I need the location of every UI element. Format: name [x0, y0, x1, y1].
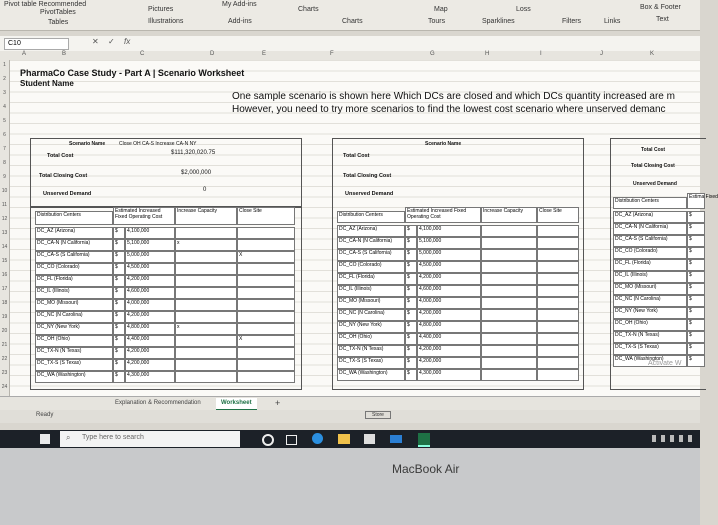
dc-row-name: DC_NY (New York) [35, 323, 113, 335]
dc-row-cost[interactable]: 4,300,000 [125, 371, 175, 383]
row-header-18[interactable]: 18 [1, 300, 8, 306]
dc-row-currency: $ [405, 273, 417, 285]
excel-icon[interactable] [418, 433, 430, 447]
scenario-name-label: Scenario Name [69, 141, 106, 147]
dc-row-name: DC_CA-S (S California) [613, 235, 687, 247]
tab-worksheet[interactable]: Worksheet [216, 398, 257, 411]
dc-row-increase[interactable] [481, 357, 537, 369]
dc-row-name: DC_OH (Ohio) [35, 335, 113, 347]
dc-row-currency: $ [687, 283, 705, 295]
dc-row-name: DC_CA-S (S California) [337, 249, 405, 261]
unserved-demand-label-2: Unserved Demand [345, 191, 394, 197]
dc-row-currency: $ [687, 355, 705, 367]
dc-row-increase[interactable] [481, 261, 537, 273]
dc-row-name: DC_CA-N (N California) [337, 237, 405, 249]
dc-row-close[interactable]: X [237, 251, 295, 263]
dc-row-close[interactable] [237, 371, 295, 383]
dc-row-currency: $ [113, 371, 125, 383]
dc-row-name: DC_FL (Florida) [613, 259, 687, 271]
ribbon-addins-group: Add-ins [228, 18, 252, 25]
scenario-name-label-2: Scenario Name [425, 141, 462, 147]
dc-row-name: DC_MO (Missouri) [35, 299, 113, 311]
dc-row-name: DC_TX-S (S Texas) [35, 359, 113, 371]
row-header-12[interactable]: 12 [1, 216, 8, 222]
dc-row-currency: $ [687, 235, 705, 247]
unserved-demand-label-3: Unserved Demand [633, 181, 677, 187]
dc-row-currency: $ [687, 247, 705, 259]
dc-row-currency: $ [113, 323, 125, 335]
dc-row-cost[interactable]: 4,100,000 [417, 225, 481, 237]
ribbon-sparklines-group: Sparklines [482, 18, 515, 25]
est-cost-header-middle: Estimated Increased Fixed Operating Cost [405, 207, 481, 223]
dc-row-close[interactable] [537, 309, 579, 321]
dc-row-name: DC_CA-N (N California) [613, 223, 687, 235]
dc-row-currency: $ [687, 211, 705, 223]
dc-row-currency: $ [405, 261, 417, 273]
dc-row-name: DC_NY (New York) [337, 321, 405, 333]
row-header-22[interactable]: 22 [1, 356, 8, 362]
dc-header-middle: Distribution Centers [337, 211, 405, 223]
ribbon-pictures[interactable]: Pictures [148, 6, 174, 13]
dc-row-increase[interactable] [481, 249, 537, 261]
dc-row-currency: $ [687, 259, 705, 271]
row-header-4[interactable]: 4 [3, 104, 6, 110]
row-header-1[interactable]: 1 [3, 62, 6, 68]
dc-row-name: DC_IL (Illinois) [613, 271, 687, 283]
dc-row-increase[interactable] [481, 333, 537, 345]
dc-row-close[interactable] [537, 285, 579, 297]
windows-taskbar [0, 430, 700, 448]
ribbon-box-footer[interactable]: Box & Footer [640, 4, 681, 11]
column-header-i[interactable]: I [540, 51, 542, 57]
dc-row-name: DC_IL (Illinois) [35, 287, 113, 299]
tab-explanation[interactable]: Explanation & Recommendation [115, 400, 201, 406]
ribbon-tours-group: Tours [428, 18, 446, 25]
activate-windows-watermark: Activate W [648, 360, 682, 367]
dc-row-cost[interactable]: 4,600,000 [125, 287, 175, 299]
unserved-demand-label: Unserved Demand [43, 191, 92, 197]
dc-row-close[interactable]: X [237, 335, 295, 347]
row-header-23[interactable]: 23 [1, 370, 8, 376]
dc-row-close[interactable] [237, 287, 295, 299]
search-icon: ⌕ [66, 433, 71, 442]
dc-row-close[interactable] [537, 249, 579, 261]
row-header-5[interactable]: 5 [3, 118, 6, 124]
total-cost-value: $111,320,020.75 [171, 150, 216, 156]
laptop-bezel [0, 448, 700, 525]
dc-row-increase[interactable] [175, 287, 237, 299]
dc-row-increase[interactable] [175, 227, 237, 239]
dc-row-increase[interactable] [175, 299, 237, 311]
total-cost-label-2: Total Cost [343, 153, 370, 159]
dc-row-name: DC_MO (Missouri) [337, 297, 405, 309]
dc-row-name: DC_CO (Colorado) [613, 247, 687, 259]
dc-row-cost[interactable]: 5,100,000 [125, 239, 175, 251]
dc-row-increase[interactable] [481, 321, 537, 333]
dc-row-currency: $ [687, 343, 705, 355]
dc-row-currency: $ [687, 307, 705, 319]
dc-row-cost[interactable]: 4,300,000 [417, 369, 481, 381]
dc-row-increase[interactable] [481, 285, 537, 297]
ribbon [0, 0, 700, 31]
column-header-g[interactable]: G [430, 51, 435, 57]
dc-row-increase[interactable] [481, 369, 537, 381]
taskbar-search-placeholder: Type here to search [82, 434, 144, 441]
dc-header-right: Distribution Centers [613, 197, 687, 209]
dc-row-name: DC_AZ (Arizona) [35, 227, 113, 239]
ribbon-recommended[interactable]: Pivot table Recommended [4, 1, 87, 8]
store-badge[interactable]: Store [365, 411, 391, 419]
name-box[interactable]: C10 [4, 38, 69, 50]
dc-row-currency: $ [687, 319, 705, 331]
dc-row-close[interactable] [537, 321, 579, 333]
spreadsheet-grid[interactable] [10, 60, 718, 396]
row-header-17[interactable]: 17 [1, 286, 8, 292]
dc-row-close[interactable] [237, 359, 295, 371]
dc-row-cost[interactable]: 4,800,000 [417, 321, 481, 333]
dc-row-cost[interactable]: 4,600,000 [417, 285, 481, 297]
dc-row-close[interactable] [237, 299, 295, 311]
dc-row-close[interactable] [237, 263, 295, 275]
column-header-d[interactable]: D [210, 51, 215, 57]
taskbar-search-box[interactable] [60, 431, 240, 447]
row-header-2[interactable]: 2 [3, 76, 6, 82]
ribbon-illustrations-group: Illustrations [148, 18, 184, 25]
dc-row-name: DC_IL (Illinois) [337, 285, 405, 297]
sheet-title: PharmaCo Case Study - Part A | Scenario Worksheet [20, 68, 245, 78]
est-cost-header-left: Estimated Increased Fixed Operating Cost [113, 207, 175, 225]
total-closing-cost-label: Total Closing Cost [39, 173, 88, 179]
total-closing-cost-label-3: Total Closing Cost [631, 163, 675, 169]
column-header-f[interactable]: F [330, 51, 334, 57]
dc-row-close[interactable] [237, 347, 295, 359]
row-header-15[interactable]: 15 [1, 258, 8, 264]
file-explorer-icon[interactable] [338, 434, 350, 444]
dc-row-increase[interactable] [175, 275, 237, 287]
dc-row-name: DC_NC (N Carolina) [35, 311, 113, 323]
dc-row-cost[interactable]: 4,400,000 [417, 333, 481, 345]
dc-row-close[interactable] [237, 323, 295, 335]
sheet-tabs-bar [0, 396, 700, 411]
dc-row-cost[interactable]: 4,200,000 [417, 345, 481, 357]
dc-row-close[interactable] [537, 345, 579, 357]
dc-row-currency: $ [405, 321, 417, 333]
dc-row-increase[interactable] [175, 263, 237, 275]
dc-row-name: DC_MO (Missouri) [613, 283, 687, 295]
dc-row-cost[interactable]: 4,200,000 [125, 311, 175, 323]
dc-row-increase[interactable] [481, 225, 537, 237]
dc-row-currency: $ [113, 299, 125, 311]
increase-capacity-header-left: Increase Capacity [175, 207, 237, 225]
dc-row-cost[interactable]: 5,000,000 [125, 251, 175, 263]
dc-row-name: DC_AZ (Arizona) [613, 211, 687, 223]
dc-row-name: DC_TX-N (N Texas) [613, 331, 687, 343]
total-closing-cost-label-2: Total Closing Cost [343, 173, 392, 179]
dc-row-name: DC_CO (Colorado) [35, 263, 113, 275]
dc-row-currency: $ [113, 227, 125, 239]
scenario-summary-left [30, 138, 302, 208]
ribbon-map[interactable]: Map [434, 6, 448, 13]
ribbon-my-addins[interactable]: My Add-ins [222, 1, 257, 8]
column-header-h[interactable]: H [485, 51, 490, 57]
dc-row-currency: $ [113, 359, 125, 371]
dc-row-increase[interactable] [481, 237, 537, 249]
formula-bar [0, 36, 700, 52]
dc-row-currency: $ [113, 239, 125, 251]
dc-row-name: DC_OH (Ohio) [613, 319, 687, 331]
ribbon-pivottables[interactable]: PivotTables [40, 9, 76, 16]
dc-row-cost[interactable]: 4,400,000 [125, 335, 175, 347]
system-tray-icons[interactable] [652, 435, 692, 442]
dc-row-close[interactable] [237, 227, 295, 239]
store-icon[interactable] [364, 434, 375, 444]
row-header-11[interactable]: 11 [1, 202, 8, 208]
dc-row-name: DC_WA (Washington) [337, 369, 405, 381]
status-ready: Ready [36, 412, 54, 418]
close-site-header-middle: Close Site [537, 207, 579, 223]
dc-row-cost[interactable]: 4,000,000 [417, 297, 481, 309]
dc-row-increase[interactable] [175, 311, 237, 323]
close-site-header-left: Close Site [237, 207, 295, 225]
row-header-24[interactable]: 24 [1, 384, 8, 390]
dc-row-increase[interactable] [481, 345, 537, 357]
dc-row-increase[interactable] [175, 347, 237, 359]
dc-row-increase[interactable] [481, 297, 537, 309]
ribbon-text-group: Text [656, 16, 669, 23]
dc-row-increase[interactable] [175, 359, 237, 371]
row-header-10[interactable]: 10 [1, 188, 8, 194]
dc-row-name: DC_CO (Colorado) [337, 261, 405, 273]
dc-row-close[interactable] [537, 225, 579, 237]
dc-row-cost[interactable]: 5,100,000 [417, 237, 481, 249]
dc-row-name: DC_CA-N (N California) [35, 239, 113, 251]
dc-row-name: DC_WA (Washington) [35, 371, 113, 383]
dc-row-increase[interactable] [175, 371, 237, 383]
dc-row-cost[interactable]: 4,200,000 [125, 359, 175, 371]
task-view-icon[interactable] [286, 435, 297, 445]
dc-row-cost[interactable]: 4,200,000 [417, 357, 481, 369]
student-name-label: Student Name [20, 79, 74, 88]
dc-row-currency: $ [113, 335, 125, 347]
dc-row-name: DC_TX-S (S Texas) [337, 357, 405, 369]
macbook-air-label: MacBook Air [392, 462, 460, 476]
total-cost-label-3: Total Cost [641, 147, 666, 153]
dc-row-close[interactable] [537, 237, 579, 249]
dc-row-close[interactable] [537, 369, 579, 381]
dc-row-currency: $ [405, 357, 417, 369]
dc-row-close[interactable] [237, 311, 295, 323]
row-header-13[interactable]: 13 [1, 230, 8, 236]
dc-row-currency: $ [405, 345, 417, 357]
total-closing-cost-value: $2,000,000 [181, 170, 212, 176]
ribbon-links-group: Links [604, 18, 621, 25]
dc-row-currency: $ [405, 225, 417, 237]
dc-row-name: DC_AZ (Arizona) [337, 225, 405, 237]
increase-capacity-header-middle: Increase Capacity [481, 207, 537, 223]
dc-row-name: DC_WA (Washington) [613, 355, 687, 367]
ribbon-charts[interactable]: Charts [298, 6, 319, 13]
row-header-16[interactable]: 16 [1, 272, 8, 278]
dc-table-left [30, 206, 302, 390]
dc-row-cost[interactable]: 4,200,000 [125, 275, 175, 287]
row-header-19[interactable]: 19 [1, 314, 8, 320]
dc-row-increase[interactable] [175, 335, 237, 347]
dc-header-left: Distribution Centers [35, 211, 113, 225]
dc-row-currency: $ [687, 271, 705, 283]
dc-row-increase[interactable] [481, 309, 537, 321]
dc-row-name: DC_TX-N (N Texas) [337, 345, 405, 357]
dc-row-cost[interactable]: 4,100,000 [125, 227, 175, 239]
dc-row-increase[interactable]: x [175, 323, 237, 335]
dc-row-close[interactable] [537, 333, 579, 345]
column-header-e[interactable]: E [262, 51, 267, 57]
scenario-name-value[interactable]: Close OH CA-S Increase CA-N NY [119, 141, 197, 147]
dc-row-name: DC_FL (Florida) [35, 275, 113, 287]
scenario-summary-right [610, 138, 718, 390]
unserved-demand-value: 0 [203, 187, 207, 193]
dc-row-name: DC_NC (N Carolina) [613, 295, 687, 307]
windows-start-icon[interactable] [40, 434, 50, 444]
dc-row-name: DC_FL (Florida) [337, 273, 405, 285]
dc-row-name: DC_CA-S (S California) [35, 251, 113, 263]
dc-row-name: DC_TX-S (S Texas) [613, 343, 687, 355]
dc-row-cost[interactable]: 4,800,000 [125, 323, 175, 335]
dc-row-currency: $ [113, 347, 125, 359]
row-header-21[interactable]: 21 [1, 342, 8, 348]
dc-row-currency: $ [405, 237, 417, 249]
dc-row-close[interactable] [237, 275, 295, 287]
dc-row-currency: $ [113, 251, 125, 263]
dc-row-name: DC_TX-N (N Texas) [35, 347, 113, 359]
dc-row-increase[interactable] [175, 251, 237, 263]
dc-row-increase[interactable] [481, 273, 537, 285]
cancel-icon[interactable]: ✕ [92, 37, 99, 46]
row-header-7[interactable]: 7 [3, 146, 6, 152]
add-sheet-button[interactable]: + [275, 398, 281, 408]
row-header-6[interactable]: 6 [3, 132, 6, 138]
row-header-20[interactable]: 20 [1, 328, 8, 334]
row-header-3[interactable]: 3 [3, 90, 6, 96]
scenario-summary-middle [332, 138, 584, 390]
dc-row-currency: $ [405, 285, 417, 297]
fx-icon[interactable]: fx [124, 37, 131, 46]
edge-icon[interactable] [312, 433, 323, 444]
dc-row-currency: $ [113, 263, 125, 275]
column-header-b[interactable]: B [62, 51, 67, 57]
column-header-a[interactable]: A [22, 51, 27, 57]
mail-icon[interactable] [390, 435, 402, 443]
total-cost-label: Total Cost [47, 153, 74, 159]
row-header-9[interactable]: 9 [3, 174, 6, 180]
dc-row-currency: $ [405, 333, 417, 345]
ribbon-tables-group: Tables [48, 19, 69, 26]
dc-row-name: DC_NC (N Carolina) [337, 309, 405, 321]
dc-row-currency: $ [405, 369, 417, 381]
row-headers [0, 60, 10, 396]
dc-row-cost[interactable]: 4,200,000 [417, 273, 481, 285]
ribbon-filters-group: Filters [562, 18, 582, 25]
cortana-icon[interactable] [262, 434, 274, 446]
dc-row-currency: $ [113, 275, 125, 287]
dc-row-cost[interactable]: 4,000,000 [125, 299, 175, 311]
dc-row-cost[interactable]: 4,200,000 [125, 347, 175, 359]
dc-row-increase[interactable]: x [175, 239, 237, 251]
dc-row-close[interactable] [537, 273, 579, 285]
dc-row-name: DC_OH (Ohio) [337, 333, 405, 345]
dc-row-currency: $ [687, 295, 705, 307]
est-cost-header-right: Estima Fixed [687, 193, 705, 209]
dc-row-currency: $ [113, 287, 125, 299]
dc-row-currency: $ [113, 311, 125, 323]
column-header-k[interactable]: K [650, 51, 655, 57]
instruction-line-1: One sample scenario is shown here Which DCs are closed and which DCs quantity increased are m [232, 91, 675, 102]
dc-row-close[interactable] [537, 261, 579, 273]
dc-row-cost[interactable]: 4,500,000 [125, 263, 175, 275]
ribbon-loss[interactable]: Loss [516, 6, 531, 13]
column-header-j[interactable]: J [600, 51, 603, 57]
dc-row-close[interactable] [237, 239, 295, 251]
dc-row-currency: $ [405, 249, 417, 261]
dc-row-cost[interactable]: 4,500,000 [417, 261, 481, 273]
dc-row-currency: $ [687, 331, 705, 343]
ribbon-charts-group: Charts [342, 18, 363, 25]
dc-row-name: DC_NY (New York) [613, 307, 687, 319]
dc-row-close[interactable] [537, 297, 579, 309]
dc-row-currency: $ [687, 223, 705, 235]
dc-row-currency: $ [405, 309, 417, 321]
dc-row-cost[interactable]: 4,200,000 [417, 309, 481, 321]
column-header-c[interactable]: C [140, 51, 145, 57]
dc-row-close[interactable] [537, 357, 579, 369]
dc-row-currency: $ [405, 297, 417, 309]
dc-row-cost[interactable]: 5,000,000 [417, 249, 481, 261]
row-header-14[interactable]: 14 [1, 244, 8, 250]
instruction-line-2: However, you need to try more scenarios to find the lowest cost scenario where unserved demanc [232, 104, 666, 115]
row-header-8[interactable]: 8 [3, 160, 6, 166]
enter-icon[interactable]: ✓ [108, 37, 115, 46]
